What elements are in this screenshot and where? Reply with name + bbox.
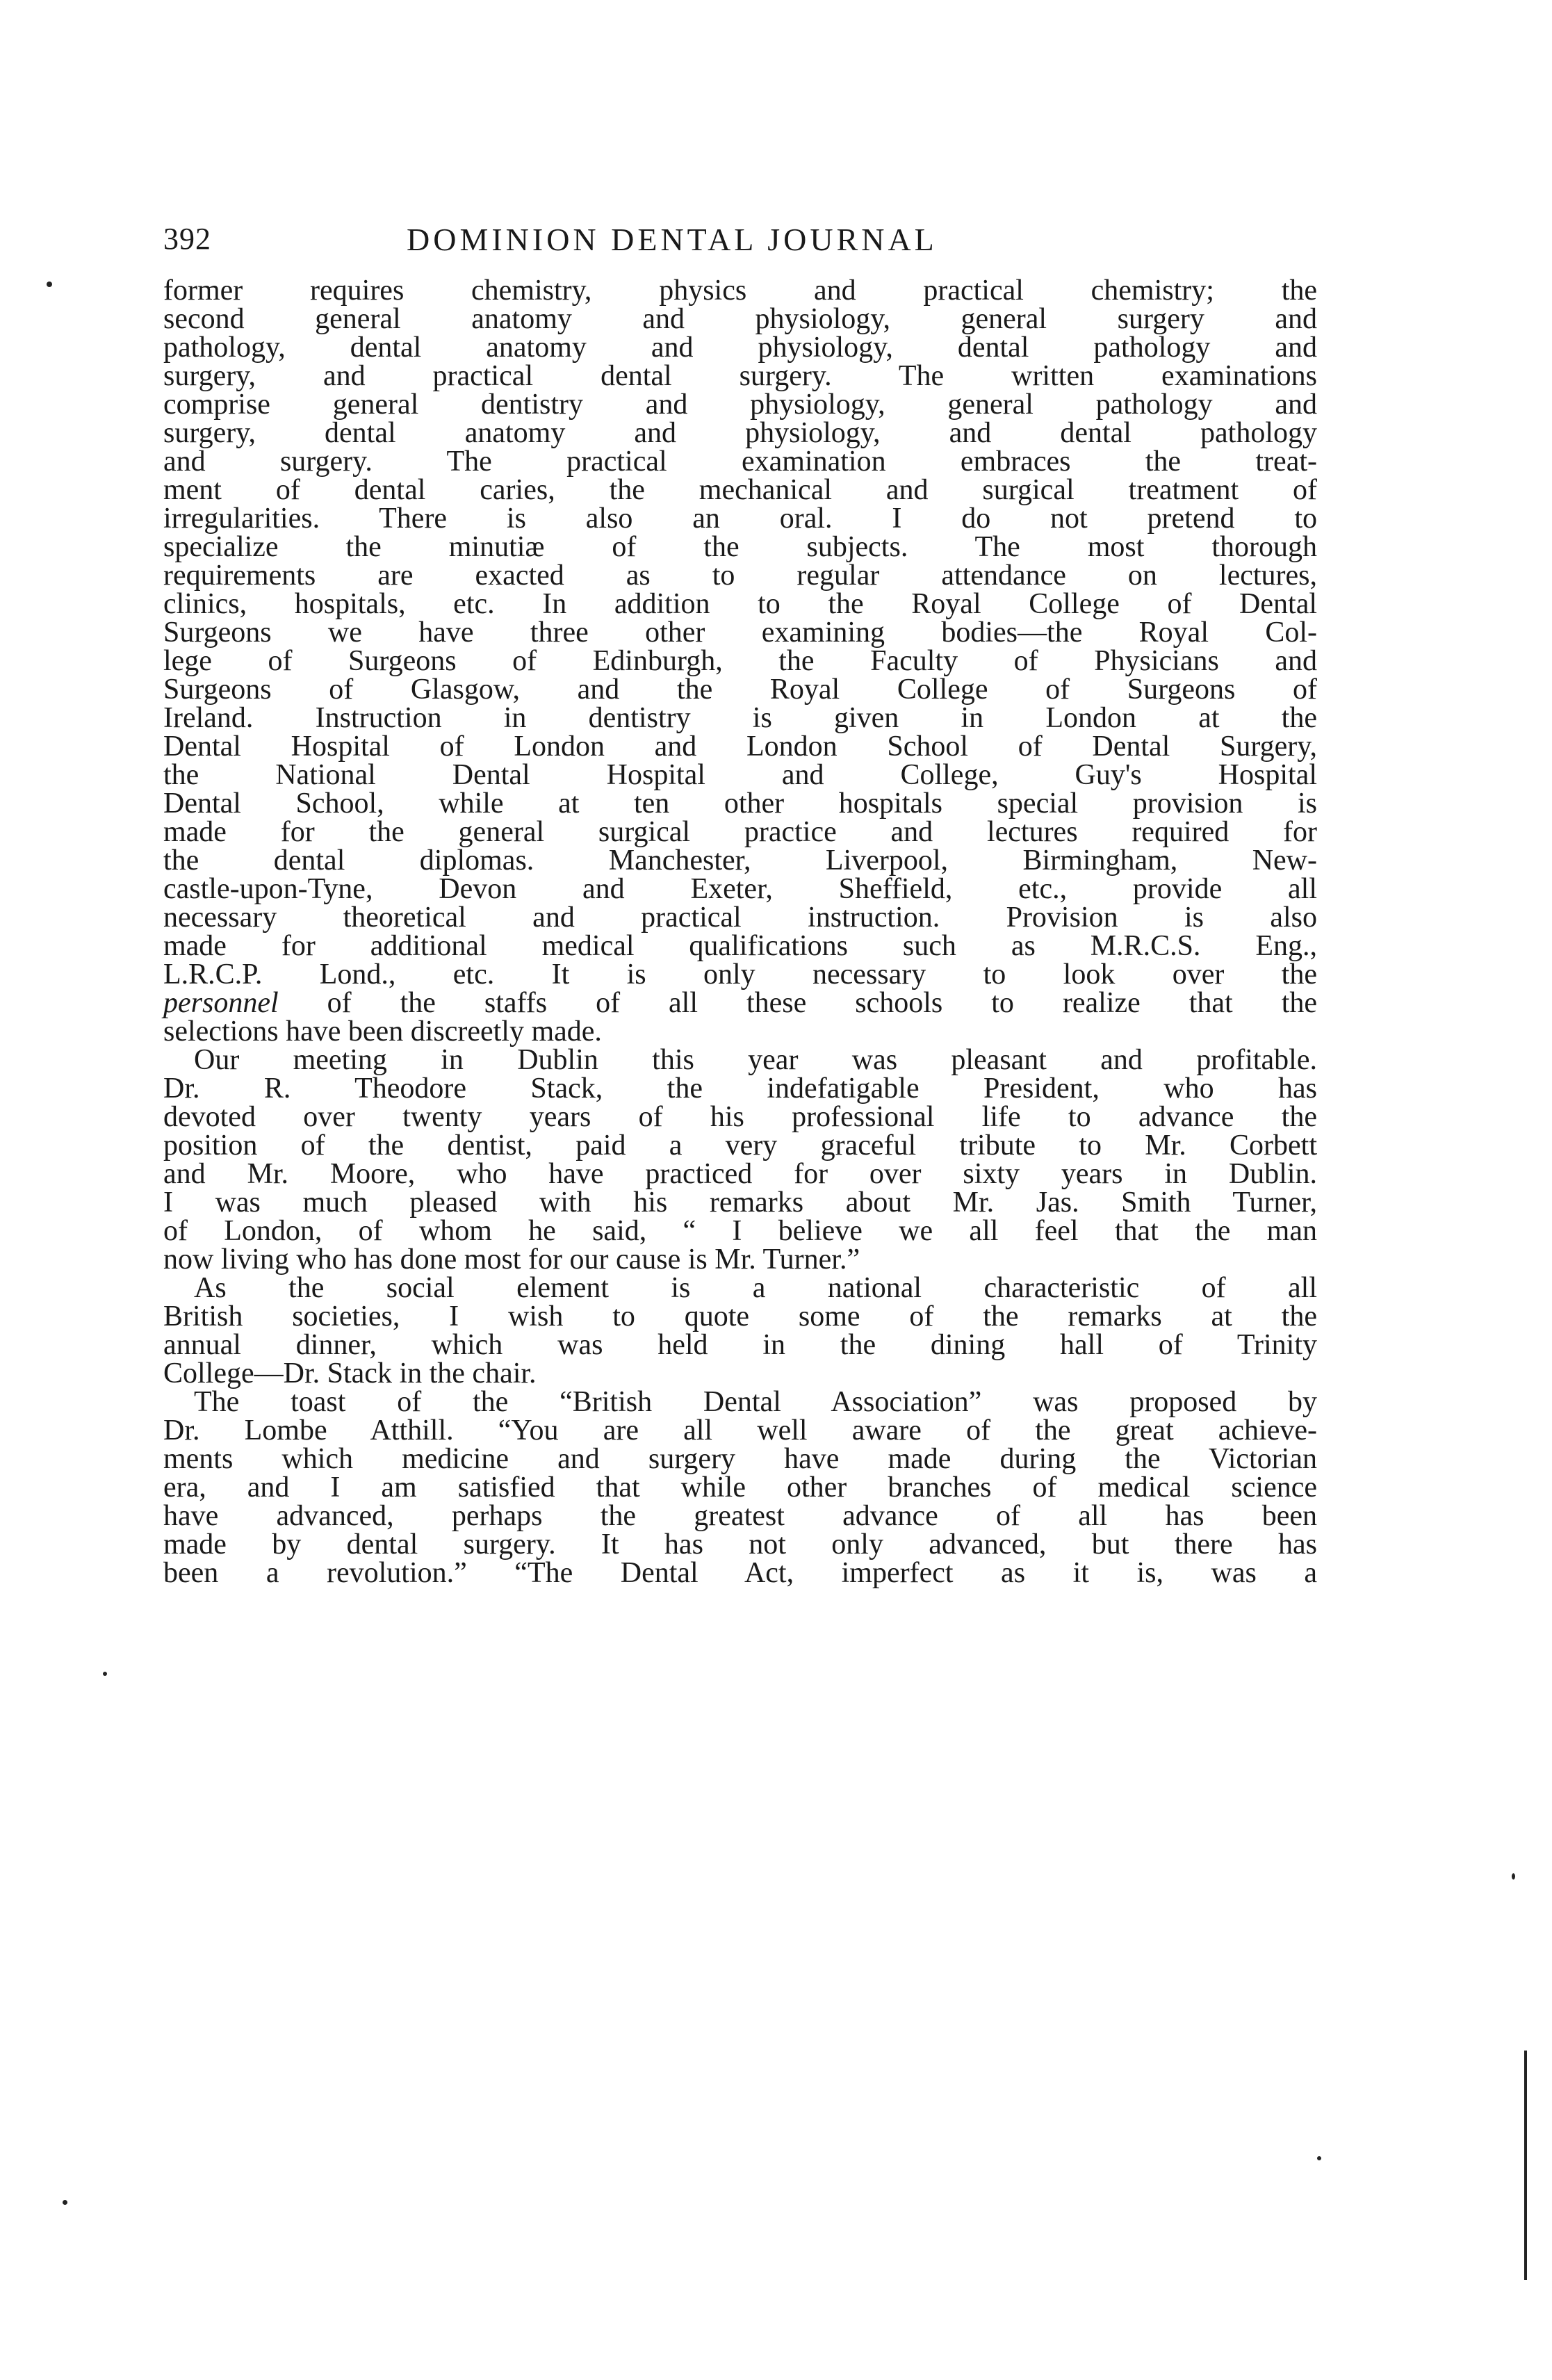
scan-speck xyxy=(1512,1873,1515,1880)
text-line: and Mr. Moore, who have practiced for over sixty years in Dublin. xyxy=(163,1158,1317,1190)
text-line: Surgeons we have three other examining bodies—the Royal Col- xyxy=(163,617,1317,649)
text-line: have advanced, perhaps the greatest advance of all has been xyxy=(163,1500,1317,1532)
text-line: surgery, and practical dental surgery. The written examinations xyxy=(163,360,1317,392)
text-line: Ireland. Instruction in dentistry is given in London at the xyxy=(163,702,1317,734)
text-line: the dental diplomas. Manchester, Liverpool, Birmingham, New- xyxy=(163,845,1317,877)
text-line: Dental School, while at ten other hospitals special provision is xyxy=(163,788,1317,820)
text-line: As the social element is a national characteristic of all xyxy=(194,1272,1317,1304)
text-line: second general anatomy and physiology, general surgery and xyxy=(163,303,1317,335)
text-line: been a revolution.” “The Dental Act, imperfect as it is, was a xyxy=(163,1557,1317,1589)
text-line: position of the dentist, paid a very graceful tribute to Mr. Corbett xyxy=(163,1130,1317,1162)
text-line: Surgeons of Glasgow, and the Royal College of Surgeons of xyxy=(163,674,1317,706)
text-line: lege of Surgeons of Edinburgh, the Faculty of Physicians and xyxy=(163,645,1317,677)
text-line: clinics, hospitals, etc. In addition to the Royal College of Dental xyxy=(163,588,1317,620)
scan-speck xyxy=(63,2200,67,2205)
paragraph xyxy=(163,277,1317,1046)
text-line: Dental Hospital of London and London School of Dental Surgery, xyxy=(163,731,1317,763)
text-line-italic-lead: personnel of the staffs of all these schools to realize that the xyxy=(163,987,1317,1019)
text-line: made for additional medical qualifications such as M.R.C.S. Eng., xyxy=(163,930,1317,962)
paragraph xyxy=(163,1274,1317,1388)
text-line: Our meeting in Dublin this year was pleasant and profitable. xyxy=(194,1044,1317,1076)
running-head xyxy=(163,221,1317,263)
text-line: comprise general dentistry and physiology, general pathology and xyxy=(163,389,1317,421)
text-line: College—Dr. Stack in the chair. xyxy=(163,1358,537,1389)
text-line: The toast of the “British Dental Association” was proposed by xyxy=(194,1386,1317,1418)
text-line: devoted over twenty years of his professional life to advance the xyxy=(163,1101,1317,1133)
paragraph xyxy=(163,1046,1317,1274)
text-line: of London, of whom he said, “ I believe we all feel that the man xyxy=(163,1215,1317,1247)
text-line: ment of dental caries, the mechanical and surgical treatment of xyxy=(163,474,1317,506)
scan-speck xyxy=(47,282,52,287)
text-line: ments which medicine and surgery have made during the Victorian xyxy=(163,1443,1317,1475)
text-line: the National Dental Hospital and College, Guy's Hospital xyxy=(163,759,1317,791)
text-line: made for the general surgical practice and lectures required for xyxy=(163,816,1317,848)
text-line: specialize the minutiæ of the subjects. The most thorough xyxy=(163,531,1317,563)
text-line: Dr. R. Theodore Stack, the indefatigable President, who has xyxy=(163,1073,1317,1105)
text-line: former requires chemistry, physics and practical chemistry; the xyxy=(163,275,1317,307)
scan-speck xyxy=(1317,2156,1321,2160)
paragraph xyxy=(163,1388,1317,1588)
text-line: I was much pleased with his remarks about Mr. Jas. Smith Turner, xyxy=(163,1187,1317,1218)
journal-title: DOMINION DENTAL JOURNAL xyxy=(407,222,938,257)
text-line: selections have been discreetly made. xyxy=(163,1016,602,1048)
text-line: and surgery. The practical examination embraces the treat- xyxy=(163,446,1317,478)
body-text xyxy=(163,277,1317,1588)
text-line: now living who has done most for our cause is Mr. Turner.” xyxy=(163,1244,860,1275)
text-line: annual dinner, which was held in the dining hall of Trinity xyxy=(163,1329,1317,1361)
text-line: made by dental surgery. It has not only advanced, but there has xyxy=(163,1529,1317,1560)
text-line: Dr. Lombe Atthill. “You are all well aware of the great achieve- xyxy=(163,1415,1317,1446)
text-line: British societies, I wish to quote some of the remarks at the xyxy=(163,1301,1317,1332)
text-line: irregularities. There is also an oral. I do not pretend to xyxy=(163,503,1317,535)
page-number: 392 xyxy=(163,222,211,256)
text-line: necessary theoretical and practical instruction. Provision is also xyxy=(163,902,1317,934)
scan-speck xyxy=(103,1672,107,1676)
text-line: L.R.C.P. Lond., etc. It is only necessary to look over the xyxy=(163,959,1317,991)
text-line: pathology, dental anatomy and physiology, dental pathology and xyxy=(163,332,1317,364)
italic-word: personnel xyxy=(163,987,279,1019)
scan-edge-mark xyxy=(1524,2051,1527,2280)
text-line: castle-upon-Tyne, Devon and Exeter, Sheffield, etc., provide all xyxy=(163,873,1317,905)
text-line: surgery, dental anatomy and physiology, and dental pathology xyxy=(163,417,1317,449)
text-line: requirements are exacted as to regular attendance on lectures, xyxy=(163,560,1317,592)
text-line: era, and I am satisfied that while other branches of medical science xyxy=(163,1472,1317,1503)
